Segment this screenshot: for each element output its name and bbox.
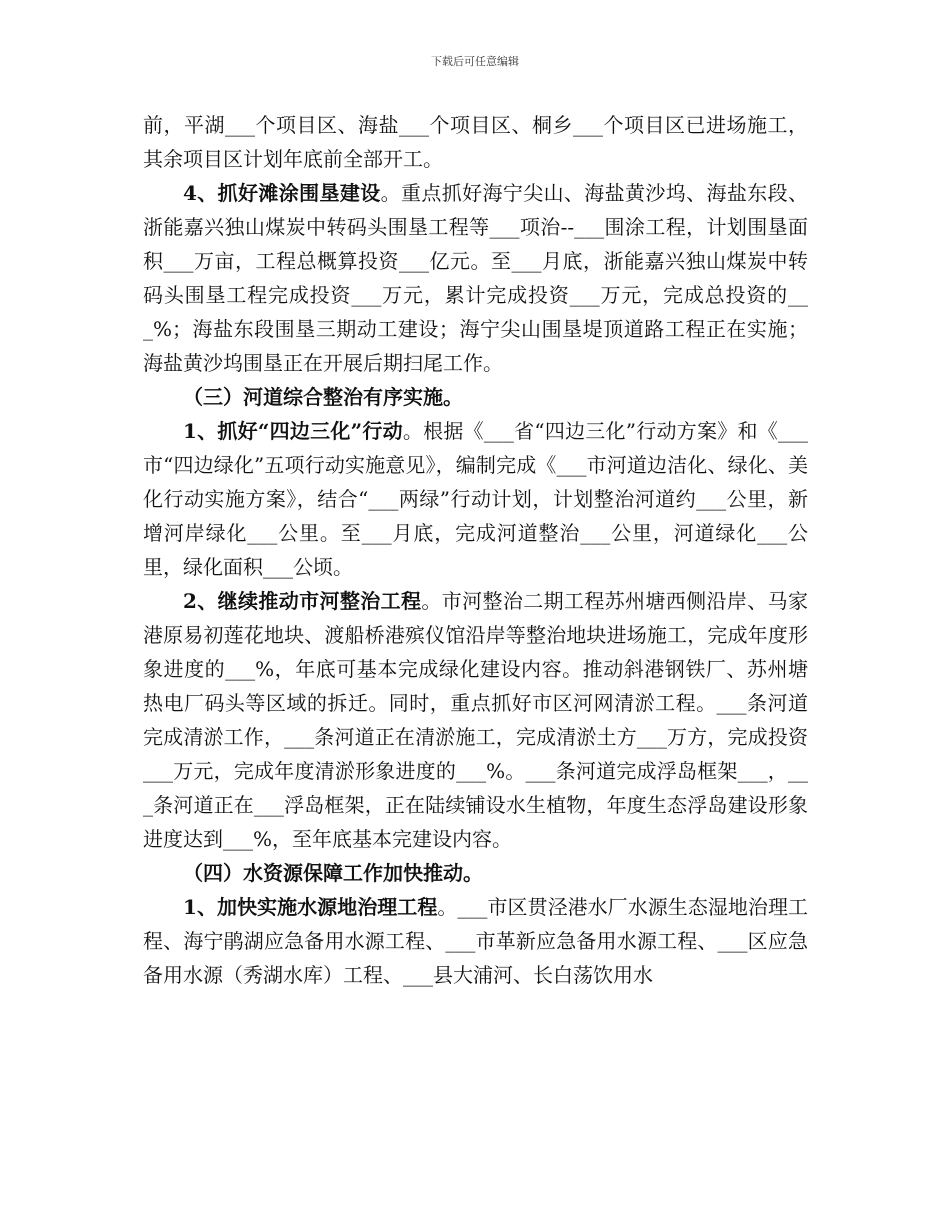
paragraph-heading: 4、抓好滩涂围垦建设 bbox=[183, 181, 381, 205]
section-heading-text: （四）水资源保障工作加快推动。 bbox=[183, 861, 483, 885]
document-body bbox=[143, 108, 808, 992]
paragraph-text: 。根据《___省“四边三化”行动方案》和《___市“四边绿化”五项行动实施意见》，编制完成《___市河道边洁化、绿化、美化行动实施方案》，结合“___两绿”行动计划，计划整治河道约___公里，新增河岸绿化___公里。至___月底，完成河道整治___公里，河道绿化___公里，绿化面积___公顷。 bbox=[143, 419, 808, 579]
paragraph bbox=[143, 414, 808, 584]
paragraph bbox=[143, 176, 808, 380]
paragraph-heading: 1、抓好“四边三化”行动 bbox=[183, 419, 403, 443]
paragraph-text: 。重点抓好海宁尖山、海盐黄沙坞、海盐东段、浙能嘉兴独山煤炭中转码头围垦工程等___项治--___围涂工程，计划围垦面积___万亩，工程总概算投资___亿元。至___月底，浙能嘉兴独山煤炭中转码头围垦工程完成投资___万元，累计完成投资___万元，完成总投资的___%；海盐东段围垦三期动工建设；海宁尖山围垦堤顶道路工程正在实施；海盐黄沙坞围垦正在开展后期扫尾工作。 bbox=[143, 181, 808, 375]
section-heading bbox=[143, 380, 808, 414]
paragraph-heading: 1、加快实施水源地治理工程 bbox=[183, 895, 438, 919]
paragraph-text: 。___市区贯泾港水厂水源生态湿地治理工程、海宁鹃湖应急备用水源工程、___市革新应急备用水源工程、___区应急备用水源（秀湖水库）工程、___县大浦河、长白荡饮用水 bbox=[143, 895, 809, 987]
section-heading-text: （三）河道综合整治有序实施。 bbox=[183, 385, 463, 409]
paragraph-text: 。市河整治二期工程苏州塘西侧沿岸、马家港原易初莲花地块、渡船桥港殡仪馆沿岸等整治地块进场施工，完成年度形象进度的___%，年底可基本完成绿化建设内容。推动斜港钢铁厂、苏州塘热电厂码头等区域的拆迁。同时，重点抓好市区河网清淤工程。___条河道完成清淤工作，___条河道正在清淤施工，完成清淤土方___万方，完成投资___万元，完成年度清淤形象进度的___%。___条河道完成浮岛框架___，___条河道正在___浮岛框架，正在陆续铺设水生植物，年度生态浮岛建设形象进度达到___%，至年底基本完建设内容。 bbox=[143, 589, 809, 851]
page-header-note: 下载后可任意编辑 bbox=[431, 55, 519, 68]
paragraph bbox=[143, 890, 808, 992]
paragraph bbox=[143, 584, 808, 856]
paragraph: 前，平湖___个项目区、海盐___个项目区、桐乡___个项目区已进场施工，其余项目区计划年底前全部开工。 bbox=[143, 113, 808, 171]
section-heading bbox=[143, 856, 808, 890]
paragraph-heading: 2、继续推动市河整治工程 bbox=[183, 589, 422, 613]
